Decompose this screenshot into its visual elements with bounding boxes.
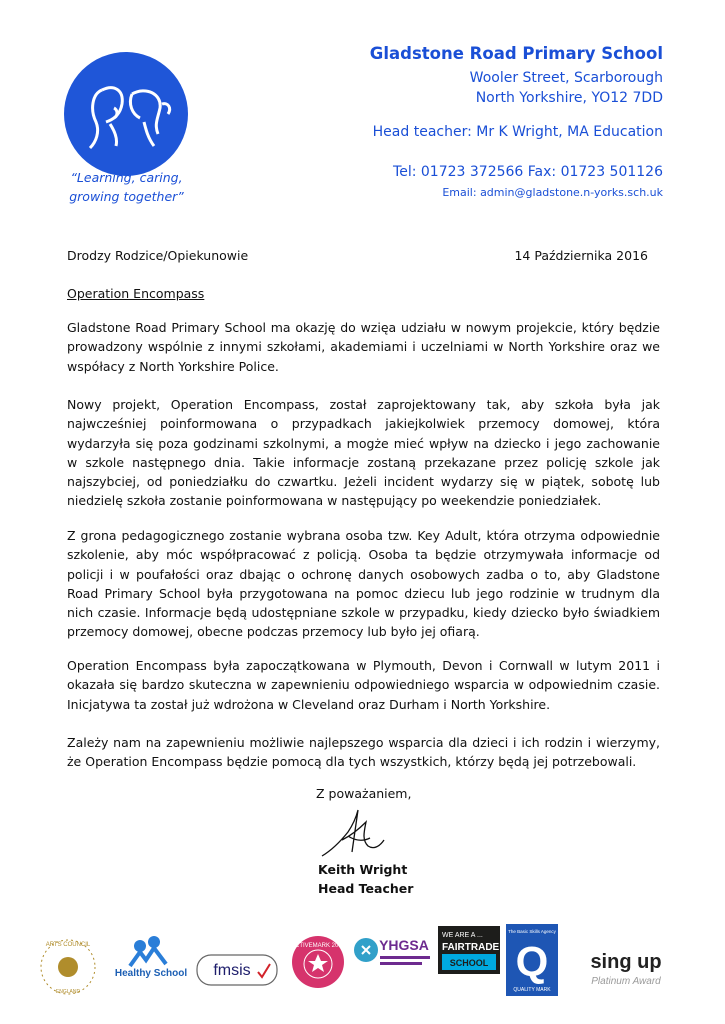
basic-skills-agency-text: The Basic Skills Agency [508,929,556,934]
sing-up-logo [588,946,668,994]
yhgsa-logo [352,928,432,978]
quality-mark-logo [506,924,558,996]
handwritten-signature [318,806,388,862]
motto-line-1: “Learning, caring, [70,170,183,185]
healthy-school-text: Healthy School [114,968,188,978]
healthy-school-logo [112,930,190,978]
head-teacher-line: Head teacher: Mr K Wright, MA Education [372,124,663,140]
activemark-logo [290,934,346,990]
paragraph-3: Z grona pedagogicznego zostanie wybrana osoba tzw. Key Adult, która otrzyma odpowiednie szkolenie, aby móc współpracować z policją. Osoba ta będzie otrzymywała informacje od policji i w poufałości oraz dbając o ochronę danych osobowych zadba o to, aby Gladstone Road Primary School była przygotowana na pomoc dziecu lub jego rodzinie w trudnym dla nich czasie. Informacje będą udostępniane szkole w przypadku, kiedy dziecko było świadkiem przemocy domowej, obecne podczas przemocy lub było jej ofiarą. [67,528,660,640]
arts-council-england-text: ENGLAND [55,989,81,995]
signer-name: Keith Wright [318,862,408,877]
school-motto [54,168,199,206]
email-line: Email: admin@gladstone.n-yorks.sch.uk [442,186,663,199]
school-logo [62,50,190,178]
arts-council-logo [34,936,102,998]
paragraph-5: Zależy nam na zapewnieniu możliwie najlepszego wsparcia dla dzieci i ich rodzin i wierzymy, że Operation Encompass będzie pomocą dla tych wszystkich, którzy będą jej potrzebowali. [67,735,660,770]
school-name: Gladstone Road Primary School [369,44,663,63]
fmsis-text: fmsis [213,962,251,979]
fairtrade-text: FAIRTRADE [442,942,500,953]
address-line-1: Wooler Street, Scarborough [469,70,663,86]
fairtrade-school-text: SCHOOL [449,958,489,968]
letter-subject: Operation Encompass [67,286,205,301]
paragraph-2: Nowy projekt, Operation Encompass, został zaprojektowany tak, aby szkoła była jak najwcześniej poinformowana o przypadkach jakiejkolwiek przemocy domowej, która wydarzyła się poza godzinami szkolnymi, a mogże mieć wpływ na dziecko i jego zachowanie w szkole następnego dnia. Takie informacje zostaną przekazane przez policję szkole jak najszybciej, od poniedziałku do czwartku. Jeżeli incident wydarzy się w piątek, sobotę lub niedzielę szkoła zostanie poinformowana w następujący po weekendzie poniedziałek. [67,397,660,509]
fairtrade-school-logo [438,926,500,974]
letter-greeting: Drodzy Rodzice/Opiekunowie [67,248,249,263]
motto-line-2: growing together” [69,189,184,204]
arts-council-text: ARTS COUNCIL [45,942,91,948]
fairtrade-we-are-text: WE ARE A ... [442,932,483,939]
paragraph-1: Gladstone Road Primary School ma okazję do wzięa udziału w nowym projekcie, który będzie prowadzony wspólnie z innymi szkołami, akademiami i uczelniami w North Yorkshire oraz we współacy z North Yorkshire Police. [67,320,660,374]
letter-date: 14 Października 2016 [514,248,648,263]
fmsis-logo [196,954,278,986]
signer-title: Head Teacher [318,881,414,896]
quality-q-text: Q [515,938,549,985]
activemark-text: ACTIVEMARK 2008 [290,943,346,949]
sing-up-text: sing up [590,951,662,973]
quality-mark-text: QUALITY MARK [513,987,551,993]
platinum-award-text: Platinum Award [591,976,661,987]
yhgsa-text: YHGSA [379,937,429,953]
paragraph-4: Operation Encompass była zapoczątkowana w Plymouth, Devon i Cornwall w lutym 2011 i okazała się bardzo skuteczna w zapewnieniu odpowiedniego wsparcia w odpowiednim czasie. Inicjatywa ta został już wdrożona w Cleveland oraz Durham i North Yorkshire. [67,658,660,712]
letter-closing: Z poważaniem, [316,786,412,801]
phone-fax-line: Tel: 01723 372566 Fax: 01723 501126 [393,164,663,180]
address-line-2: North Yorkshire, YO12 7DD [475,90,663,106]
